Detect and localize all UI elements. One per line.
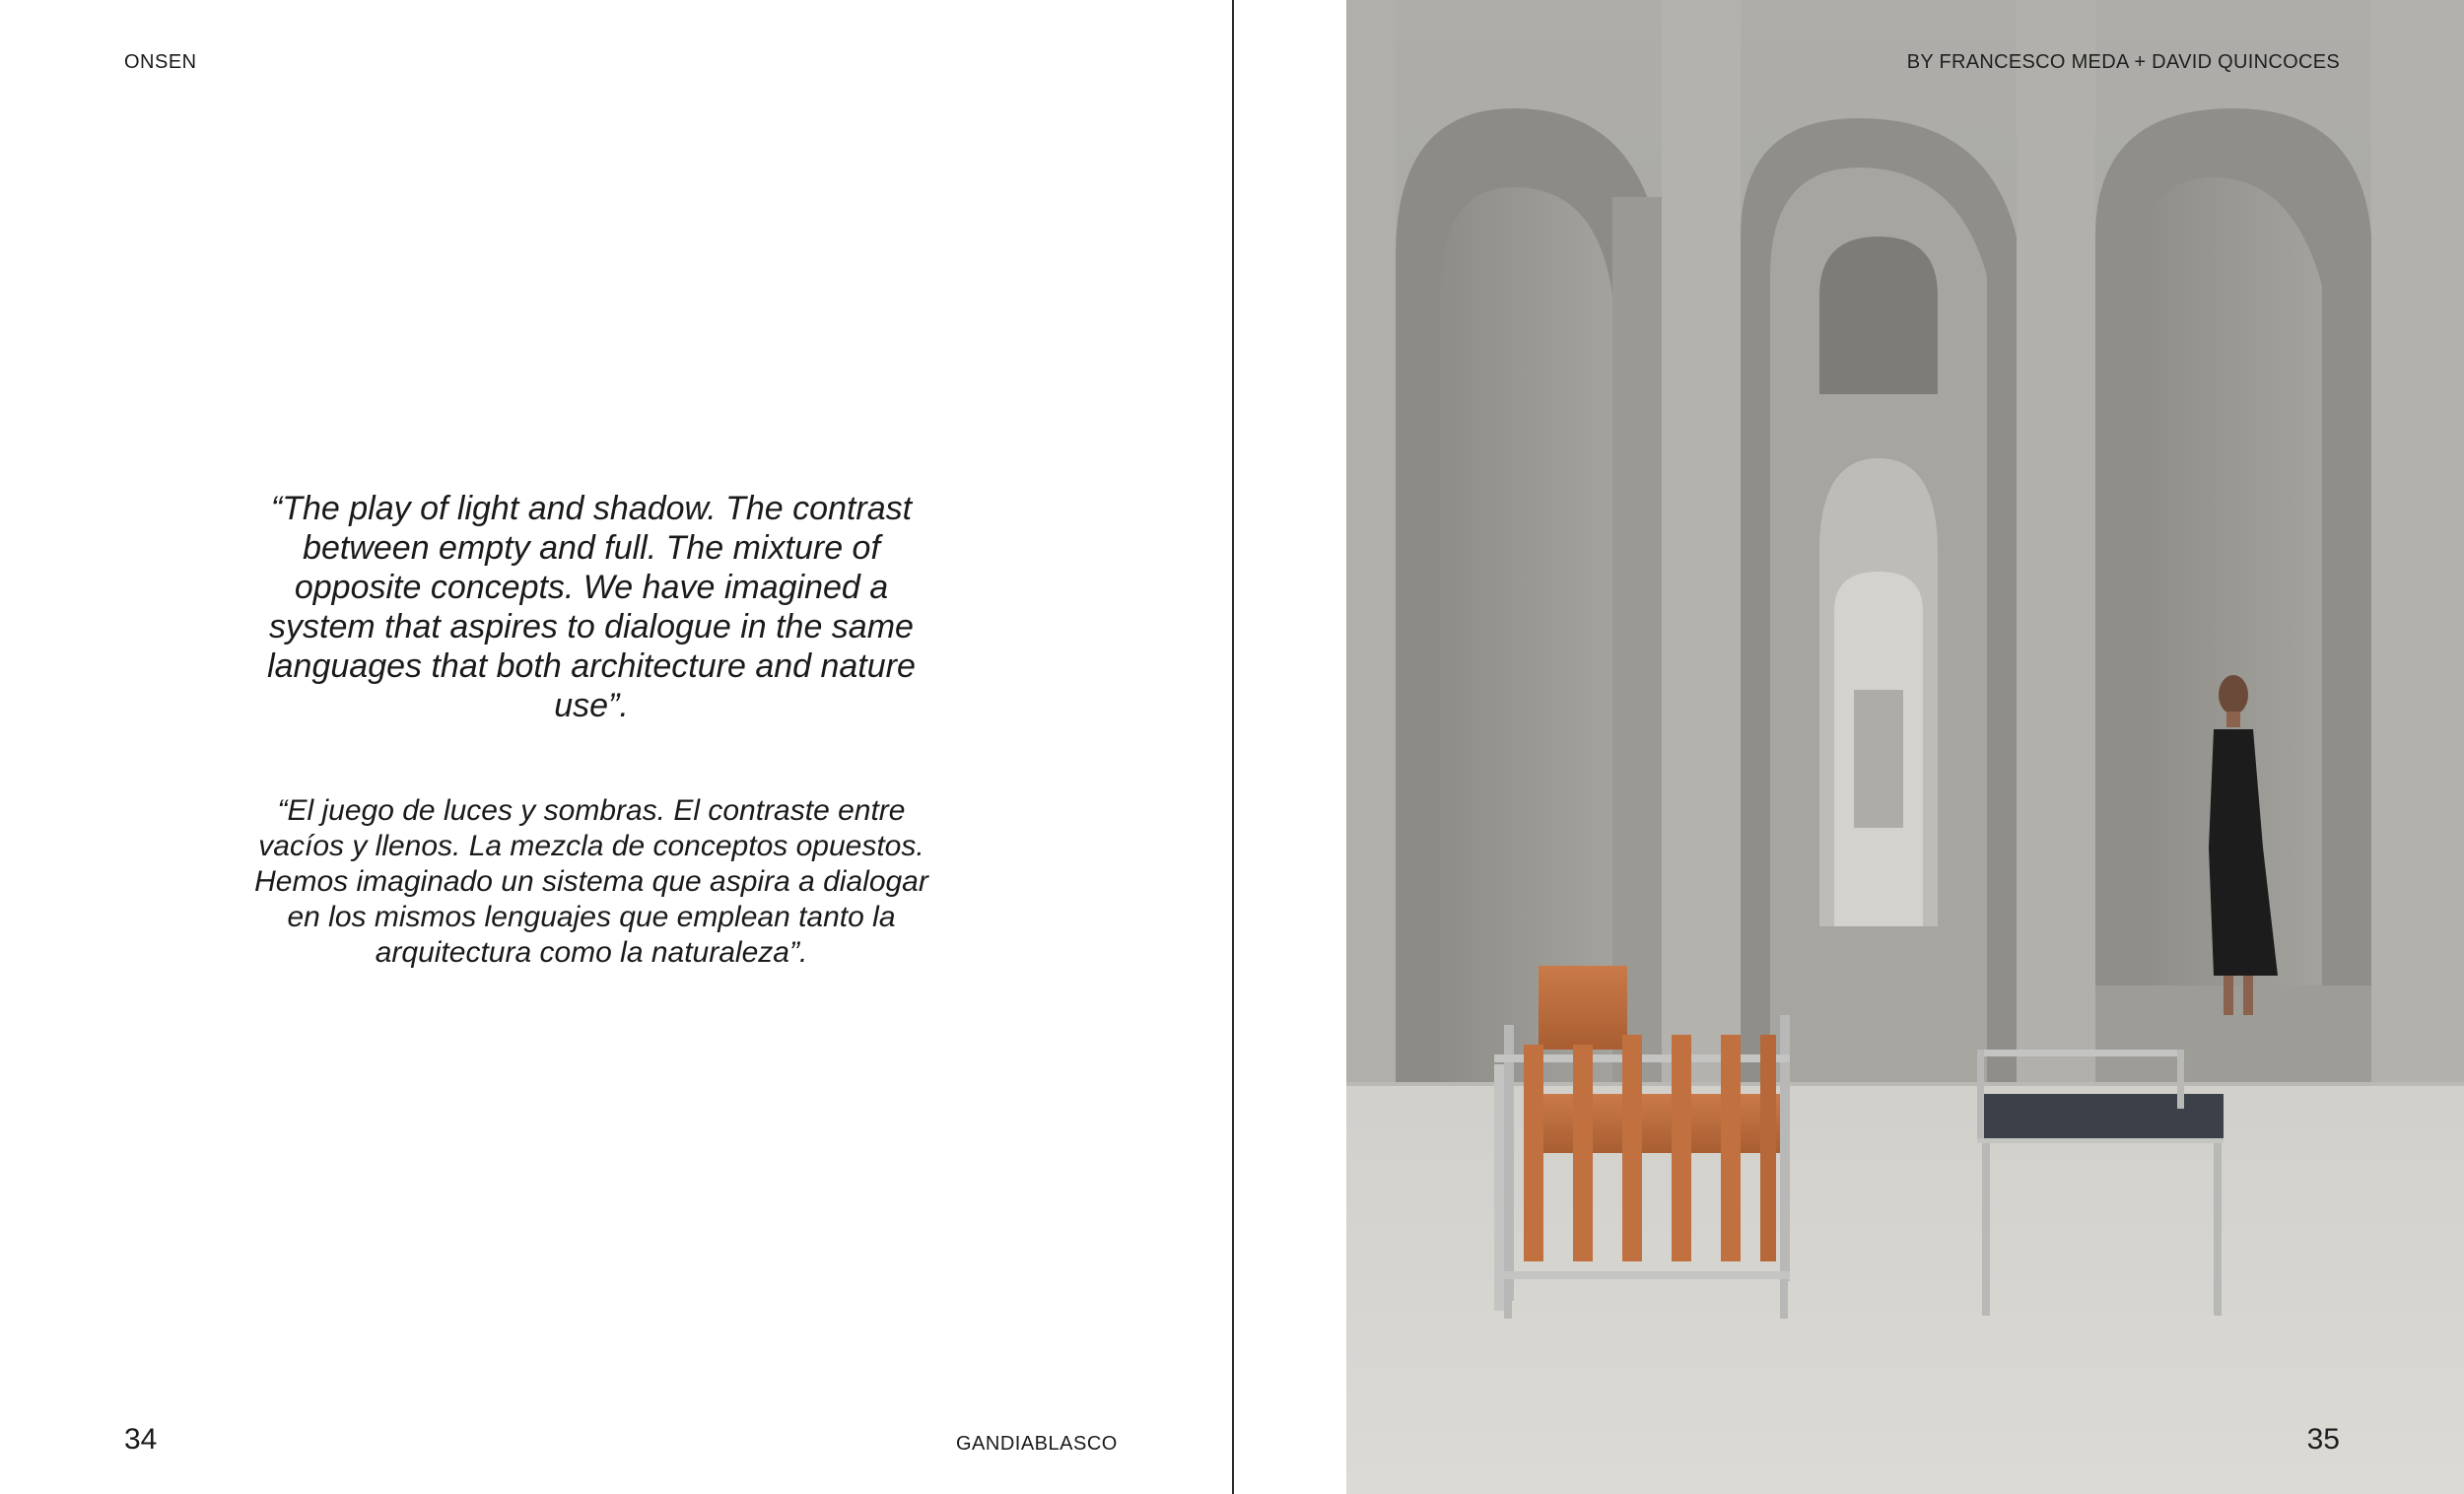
page-number-right: 35 bbox=[2306, 1423, 2340, 1456]
brand-footer: GANDIABLASCO bbox=[956, 1433, 1118, 1455]
page-number-left: 34 bbox=[124, 1423, 158, 1456]
quote-english: “The play of light and shadow. The contrast between empty and full. The mixture of opposite concepts. We have imagined a system that aspires to dialogue in the same languages that both architecture and nature use”. bbox=[267, 490, 916, 724]
page-gutter bbox=[1234, 0, 1346, 1494]
running-head-collection: ONSEN bbox=[124, 51, 197, 73]
left-arch bbox=[1396, 108, 1662, 1084]
architecture-furniture-photo bbox=[1346, 0, 2464, 1494]
right-page bbox=[1346, 0, 2464, 1494]
quote-spanish: “El juego de luces y sombras. El contraste entre vacíos y llenos. La mezcla de conceptos opuestos. Hemos imaginado un sistema que aspira a dialogar en los mismos lenguajes que emplean tanto la arquitectura como la naturaleza”. bbox=[254, 794, 928, 969]
center-arch bbox=[1741, 118, 2017, 1084]
running-head-designers: BY FRANCESCO MEDA + DAVID QUINCOCES bbox=[1906, 51, 2340, 73]
